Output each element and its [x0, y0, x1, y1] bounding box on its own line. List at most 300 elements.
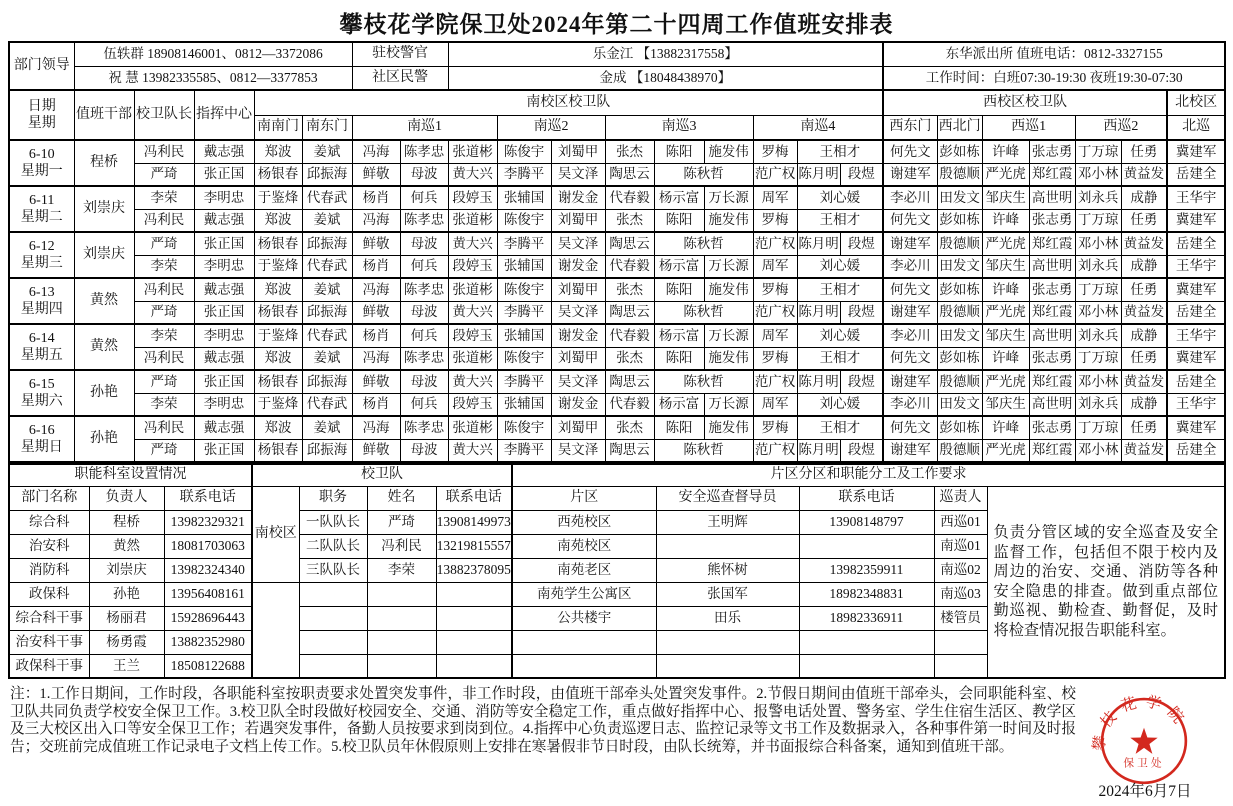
duty-name-cell: 刘心媛 — [797, 255, 883, 278]
duty-name-cell: 冀建军 — [1167, 209, 1225, 232]
duty-name-cell: 高世明 — [1029, 186, 1075, 209]
duty-name-cell: 吴文泽 — [551, 301, 605, 324]
duty-name-cell: 郑波 — [254, 278, 302, 301]
duty-name-cell: 谢建军 — [883, 439, 937, 462]
person-name-cell: 熊怀树 — [656, 558, 799, 582]
duty-name-cell: 黄大兴 — [448, 439, 497, 462]
duty-name-cell: 刘蜀甲 — [551, 347, 605, 370]
duty-name-cell: 邱振海 — [302, 370, 352, 393]
duty-name-cell: 于鉴烽 — [254, 393, 302, 416]
date-cell: 6-14 星期五 — [9, 324, 74, 370]
column-header: 联系电话 — [164, 486, 252, 510]
duty-name-cell: 李荣 — [134, 186, 194, 209]
person-name-cell: 冯利民 — [367, 534, 436, 558]
zone-name-cell: 西苑校区 — [512, 510, 656, 534]
zone-name-cell — [512, 630, 656, 654]
duty-name-cell: 张杰 — [605, 416, 654, 439]
duty-name-cell: 严光虎 — [982, 301, 1029, 324]
notes-text: 注：1.工作日期间，工作时段，各职能科室按职责要求处置突发事件，非工作时段，由值班干部牵头处置突发事件。2.节假日期间由值班干部牵头，会同职能科室、校卫队共同负责学校安全保卫工作。3.校卫队全时段做好校园安全、交通、消防等安全稳定工作，重点做好指挥中心、报警电话处置、警务室、学生住宿生活区、教学区及三大校区出入口等安全保卫工作；若遇突发事件，备勤人员按要求到岗到位。4.指挥中心负责巡逻日志、监控记录等文书工作及数据录入，各种事件第一时间及时报告；交班前完成值班工作记录电子文档上传工作。5.校卫队员年休假原则上安排在寒暑假非节日时段，由队长统筹，并书面报综合科备案，通知到值班干部。 — [10, 686, 1076, 755]
patroller-cell: 南巡03 — [934, 582, 987, 606]
column-header: 联系电话 — [436, 486, 512, 510]
duty-name-cell: 黄益发 — [1121, 232, 1167, 255]
person-name-cell — [367, 630, 436, 654]
duty-name-cell: 鲜敬 — [352, 439, 400, 462]
stamp-seal-graphic — [1088, 694, 1200, 790]
column-header-post: 北巡 — [1167, 115, 1225, 140]
campus-label-cell: 南校区 — [252, 486, 299, 582]
duty-name-cell: 黄益发 — [1121, 163, 1167, 186]
duty-name-cell: 陈俊宇 — [497, 278, 551, 301]
duty-name-cell: 刘蜀甲 — [551, 140, 605, 163]
duty-name-cell: 刘蜀甲 — [551, 278, 605, 301]
duty-name-cell: 李必川 — [883, 393, 937, 416]
duty-name-cell: 成静 — [1121, 255, 1167, 278]
duty-name-cell: 姜斌 — [302, 209, 352, 232]
person-name-cell: 王兰 — [89, 654, 164, 678]
duty-name-cell: 邓小林 — [1075, 370, 1121, 393]
dept-name-cell: 政保科 — [9, 582, 89, 606]
person-name-cell: 田乐 — [656, 606, 799, 630]
zone-name-cell: 南苑学生公寓区 — [512, 582, 656, 606]
duty-name-cell: 周军 — [753, 186, 797, 209]
duty-name-cell: 代春武 — [302, 324, 352, 347]
duty-name-cell: 李必川 — [883, 324, 937, 347]
duty-name-cell: 冯利民 — [134, 209, 194, 232]
person-name-cell — [367, 606, 436, 630]
duty-name-cell: 谢发金 — [551, 393, 605, 416]
group-header-west-campus: 西校区校卫队 — [883, 90, 1167, 115]
phone-cell: 18508122688 — [164, 654, 252, 678]
dept-leader-label: 部门领导 — [9, 42, 74, 90]
duty-name-cell: 吴文泽 — [551, 163, 605, 186]
column-header-guard-captain: 校卫队长 — [134, 90, 194, 140]
phone-cell: 13982324340 — [164, 558, 252, 582]
duty-name-cell: 刘永兵 — [1075, 186, 1121, 209]
duty-name-cell: 冯海 — [352, 347, 400, 370]
duty-name-cell: 代春毅 — [605, 324, 654, 347]
duty-name-cell: 陈秋哲 — [654, 301, 753, 324]
phone-cell — [799, 654, 934, 678]
patroller-cell: 南巡01 — [934, 534, 987, 558]
duty-name-cell: 段婷玉 — [448, 393, 497, 416]
duty-name-cell: 鲜敬 — [352, 370, 400, 393]
date-cell: 6-10 星期一 — [9, 140, 74, 186]
dept-name-cell: 消防科 — [9, 558, 89, 582]
duty-name-cell: 田发文 — [937, 255, 982, 278]
date-cell: 6-11 星期二 — [9, 186, 74, 232]
duty-name-cell: 何先文 — [883, 278, 937, 301]
duty-name-cell: 冯利民 — [134, 347, 194, 370]
duty-name-cell: 岳建全 — [1167, 439, 1225, 462]
duty-name-cell: 范广权 — [753, 301, 797, 324]
duty-name-cell: 姜斌 — [302, 347, 352, 370]
duty-name-cell: 高世明 — [1029, 324, 1075, 347]
duty-name-cell: 郑波 — [254, 416, 302, 439]
duty-name-cell: 冀建军 — [1167, 278, 1225, 301]
duty-name-cell: 戴志强 — [194, 416, 254, 439]
duty-name-cell: 岳建全 — [1167, 301, 1225, 324]
duty-name-cell: 施发伟 — [704, 416, 753, 439]
duty-roster-table — [8, 41, 1226, 463]
duty-name-cell: 李腾平 — [497, 301, 551, 324]
duty-name-cell: 何先文 — [883, 209, 937, 232]
duty-name-cell: 冯海 — [352, 140, 400, 163]
phone-cell: 13908149973 — [436, 510, 512, 534]
duty-name-cell: 邱振海 — [302, 163, 352, 186]
duty-name-cell: 冯海 — [352, 416, 400, 439]
duty-name-cell: 代春武 — [302, 393, 352, 416]
dept-name-cell: 政保科干事 — [9, 654, 89, 678]
duty-name-cell: 冯海 — [352, 278, 400, 301]
phone-cell: 13956408161 — [164, 582, 252, 606]
phone-cell — [799, 630, 934, 654]
duty-name-cell: 许峰 — [982, 416, 1029, 439]
column-header: 姓名 — [367, 486, 436, 510]
person-name-cell — [656, 654, 799, 678]
dept-name-cell: 综合科干事 — [9, 606, 89, 630]
duty-name-cell: 张正国 — [194, 301, 254, 324]
duty-name-cell: 代春毅 — [605, 255, 654, 278]
duty-name-cell: 杨肖 — [352, 324, 400, 347]
duty-name-cell: 陈阳 — [654, 140, 704, 163]
zone-name-cell: 南苑老区 — [512, 558, 656, 582]
duty-name-cell: 丁万琼 — [1075, 347, 1121, 370]
duty-name-cell: 段煜 — [840, 232, 883, 255]
duty-name-cell: 陈秋哲 — [654, 163, 753, 186]
duty-name-cell: 杨银春 — [254, 370, 302, 393]
duty-name-cell: 万长源 — [704, 255, 753, 278]
duty-name-cell: 邓小林 — [1075, 163, 1121, 186]
column-header: 安全巡查督导员 — [656, 486, 799, 510]
duty-name-cell: 张志勇 — [1029, 347, 1075, 370]
patroller-cell: 南巡02 — [934, 558, 987, 582]
duty-name-cell: 黄益发 — [1121, 439, 1167, 462]
duty-name-cell: 成静 — [1121, 393, 1167, 416]
column-header-command-center: 指挥中心 — [194, 90, 254, 140]
duty-name-cell: 罗梅 — [753, 347, 797, 370]
duty-name-cell: 李腾平 — [497, 439, 551, 462]
patroller-cell: 楼管员 — [934, 606, 987, 630]
duty-name-cell: 吴文泽 — [551, 232, 605, 255]
duty-name-cell: 黄大兴 — [448, 163, 497, 186]
duty-name-cell: 黄大兴 — [448, 232, 497, 255]
duty-name-cell: 冀建军 — [1167, 140, 1225, 163]
duty-name-cell: 张辅国 — [497, 393, 551, 416]
duty-name-cell: 杨示富 — [654, 186, 704, 209]
phone-cell — [799, 534, 934, 558]
column-header: 片区 — [512, 486, 656, 510]
duty-name-cell: 万长源 — [704, 393, 753, 416]
duty-officer-cell: 黄然 — [74, 324, 134, 370]
column-header: 巡责人 — [934, 486, 987, 510]
column-header: 负责人 — [89, 486, 164, 510]
duty-name-cell: 邹庆生 — [982, 255, 1029, 278]
duty-name-cell: 李腾平 — [497, 232, 551, 255]
duty-name-cell: 李荣 — [134, 255, 194, 278]
duty-name-cell: 张辅国 — [497, 186, 551, 209]
date-cell: 6-13 星期四 — [9, 278, 74, 324]
duty-name-cell: 黄益发 — [1121, 370, 1167, 393]
duty-name-cell: 王相才 — [797, 347, 883, 370]
duty-name-cell: 陈孝忠 — [400, 209, 448, 232]
duty-name-cell: 严琦 — [134, 439, 194, 462]
duty-name-cell: 陈俊宇 — [497, 347, 551, 370]
duty-name-cell: 范广权 — [753, 163, 797, 186]
phone-cell — [436, 654, 512, 678]
police-officer-contact: 乐金江 【13882317558】 — [448, 42, 883, 66]
duty-name-cell: 刘心媛 — [797, 324, 883, 347]
duty-name-cell: 陈孝忠 — [400, 416, 448, 439]
duty-name-cell: 陈秋哲 — [654, 232, 753, 255]
column-header-date-week: 日期 星期 — [9, 90, 74, 140]
community-police-contact: 金成 【18048438970】 — [448, 66, 883, 90]
duty-name-cell: 张正国 — [194, 439, 254, 462]
duty-name-cell: 冀建军 — [1167, 347, 1225, 370]
person-name-cell — [367, 582, 436, 606]
duty-name-cell: 岳建全 — [1167, 232, 1225, 255]
duty-name-cell: 郑红霞 — [1029, 232, 1075, 255]
duty-name-cell: 陈俊宇 — [497, 209, 551, 232]
zone-duty-description: 负责分管区域的安全巡查及安全监督工作，包括但不限于校内及周边的治安、交通、消防等各种安全隐患的排查。做到重点部位勤巡视、勤检查、勤督促，及时将检查情况报告职能科室。 — [987, 486, 1225, 678]
duty-name-cell: 鲜敬 — [352, 163, 400, 186]
guard-role-cell: 二队队长 — [299, 534, 367, 558]
phone-cell: 18081703063 — [164, 534, 252, 558]
duty-name-cell: 严光虎 — [982, 163, 1029, 186]
column-header-duty-officer: 值班干部 — [74, 90, 134, 140]
duty-name-cell: 于鉴烽 — [254, 186, 302, 209]
duty-name-cell: 郑红霞 — [1029, 301, 1075, 324]
duty-name-cell: 何先文 — [883, 140, 937, 163]
duty-name-cell: 施发伟 — [704, 209, 753, 232]
duty-officer-cell: 刘崇庆 — [74, 232, 134, 278]
duty-name-cell: 冯利民 — [134, 278, 194, 301]
guard-role-cell: 一队队长 — [299, 510, 367, 534]
zone-name-cell: 南苑校区 — [512, 534, 656, 558]
column-header-post: 西巡2 — [1075, 115, 1167, 140]
column-header: 部门名称 — [9, 486, 89, 510]
duty-name-cell: 周军 — [753, 255, 797, 278]
duty-name-cell: 母波 — [400, 163, 448, 186]
duty-name-cell: 冀建军 — [1167, 416, 1225, 439]
duty-name-cell: 王华宇 — [1167, 393, 1225, 416]
duty-name-cell: 张道彬 — [448, 140, 497, 163]
duty-name-cell: 杨银春 — [254, 439, 302, 462]
column-header-post: 南巡4 — [753, 115, 883, 140]
duty-name-cell: 姜斌 — [302, 278, 352, 301]
duty-name-cell: 施发伟 — [704, 347, 753, 370]
duty-name-cell: 张杰 — [605, 140, 654, 163]
duty-name-cell: 严琦 — [134, 163, 194, 186]
duty-name-cell: 吴文泽 — [551, 370, 605, 393]
phone-cell: 13882352980 — [164, 630, 252, 654]
duty-name-cell: 张道彬 — [448, 209, 497, 232]
duty-name-cell: 于鉴烽 — [254, 324, 302, 347]
duty-officer-cell: 孙艳 — [74, 370, 134, 416]
duty-name-cell: 张辅国 — [497, 255, 551, 278]
duty-name-cell: 许峰 — [982, 209, 1029, 232]
duty-name-cell: 陈阳 — [654, 209, 704, 232]
duty-name-cell: 王相才 — [797, 140, 883, 163]
duty-name-cell: 张杰 — [605, 209, 654, 232]
duty-name-cell: 丁万琼 — [1075, 278, 1121, 301]
phone-cell — [436, 582, 512, 606]
duty-name-cell: 杨肖 — [352, 255, 400, 278]
duty-name-cell: 陈月明 — [797, 232, 840, 255]
duty-name-cell: 黄大兴 — [448, 301, 497, 324]
section-title-zones: 片区分区和职能分工及工作要求 — [512, 464, 1225, 486]
duty-name-cell: 郑波 — [254, 209, 302, 232]
duty-name-cell: 杨银春 — [254, 232, 302, 255]
duty-name-cell: 陈月明 — [797, 301, 840, 324]
duty-name-cell: 何兵 — [400, 186, 448, 209]
phone-cell — [436, 606, 512, 630]
duty-name-cell: 陈秋哲 — [654, 439, 753, 462]
duty-officer-cell: 孙艳 — [74, 416, 134, 462]
zone-name-cell — [512, 654, 656, 678]
duty-name-cell: 张志勇 — [1029, 140, 1075, 163]
guard-role-cell — [299, 582, 367, 606]
duty-name-cell: 任勇 — [1121, 347, 1167, 370]
column-header-post: 南巡1 — [352, 115, 497, 140]
duty-name-cell: 陶思云 — [605, 370, 654, 393]
duty-name-cell: 田发文 — [937, 324, 982, 347]
duty-name-cell: 严光虎 — [982, 439, 1029, 462]
duty-name-cell: 何兵 — [400, 255, 448, 278]
guard-role-cell — [299, 654, 367, 678]
leader2-contact: 祝 慧 13982335585、0812—3377853 — [74, 66, 352, 90]
duty-name-cell: 冯海 — [352, 209, 400, 232]
duty-name-cell: 陈孝忠 — [400, 278, 448, 301]
dept-name-cell: 治安科 — [9, 534, 89, 558]
duty-name-cell: 段煜 — [840, 163, 883, 186]
duty-name-cell: 邱振海 — [302, 301, 352, 324]
duty-name-cell: 任勇 — [1121, 209, 1167, 232]
duty-name-cell: 邓小林 — [1075, 232, 1121, 255]
duty-name-cell: 陈阳 — [654, 416, 704, 439]
duty-name-cell: 张志勇 — [1029, 278, 1075, 301]
duty-name-cell: 杨银春 — [254, 301, 302, 324]
duty-name-cell: 张正国 — [194, 232, 254, 255]
date-cell: 6-16 星期日 — [9, 416, 74, 462]
duty-name-cell: 郑红霞 — [1029, 163, 1075, 186]
work-hours-info: 工作时间：白班07:30-19:30 夜班19:30-07:30 — [883, 66, 1225, 90]
duty-name-cell: 谢建军 — [883, 370, 937, 393]
duty-name-cell: 李必川 — [883, 186, 937, 209]
person-name-cell: 孙艳 — [89, 582, 164, 606]
duty-name-cell: 彭如栋 — [937, 209, 982, 232]
phone-cell: 13982329321 — [164, 510, 252, 534]
duty-name-cell: 张道彬 — [448, 416, 497, 439]
duty-name-cell: 段煜 — [840, 301, 883, 324]
duty-name-cell: 范广权 — [753, 370, 797, 393]
duty-name-cell: 田发文 — [937, 186, 982, 209]
duty-name-cell: 张正国 — [194, 370, 254, 393]
stamp-dept-text: 保卫处 — [1123, 757, 1165, 770]
duty-name-cell: 邓小林 — [1075, 301, 1121, 324]
duty-name-cell: 邹庆生 — [982, 324, 1029, 347]
duty-name-cell: 彭如栋 — [937, 347, 982, 370]
person-name-cell — [656, 534, 799, 558]
duty-name-cell: 罗梅 — [753, 416, 797, 439]
duty-name-cell: 陶思云 — [605, 301, 654, 324]
duty-name-cell: 张辅国 — [497, 324, 551, 347]
police-officer-label: 驻校警官 — [352, 42, 448, 66]
duty-name-cell: 戴志强 — [194, 347, 254, 370]
date-cell: 6-15 星期六 — [9, 370, 74, 416]
duty-name-cell: 张道彬 — [448, 278, 497, 301]
duty-name-cell: 吴文泽 — [551, 439, 605, 462]
duty-name-cell: 田发文 — [937, 393, 982, 416]
duty-name-cell: 李荣 — [134, 393, 194, 416]
duty-name-cell: 邱振海 — [302, 439, 352, 462]
duty-name-cell: 段婷玉 — [448, 255, 497, 278]
duty-name-cell: 彭如栋 — [937, 416, 982, 439]
duty-name-cell: 陈孝忠 — [400, 140, 448, 163]
duty-name-cell: 岳建全 — [1167, 163, 1225, 186]
duty-name-cell: 陈月明 — [797, 370, 840, 393]
station-info: 东华派出所 值班电话：0812-3327155 — [883, 42, 1225, 66]
phone-cell — [436, 630, 512, 654]
column-header-post: 西北门 — [937, 115, 982, 140]
guard-role-cell — [299, 606, 367, 630]
duty-name-cell: 王相才 — [797, 278, 883, 301]
duty-name-cell: 郑波 — [254, 347, 302, 370]
person-name-cell: 杨勇霞 — [89, 630, 164, 654]
phone-cell: 18982336911 — [799, 606, 934, 630]
guard-role-cell: 三队队长 — [299, 558, 367, 582]
person-name-cell: 张国军 — [656, 582, 799, 606]
duty-name-cell: 丁万琼 — [1075, 140, 1121, 163]
duty-name-cell: 罗梅 — [753, 209, 797, 232]
duty-name-cell: 王华宇 — [1167, 186, 1225, 209]
duty-name-cell: 张志勇 — [1029, 416, 1075, 439]
duty-name-cell: 范广权 — [753, 232, 797, 255]
patroller-cell: 西巡01 — [934, 510, 987, 534]
date-cell: 6-12 星期三 — [9, 232, 74, 278]
duty-name-cell: 严琦 — [134, 232, 194, 255]
duty-name-cell: 岳建全 — [1167, 370, 1225, 393]
duty-name-cell: 何兵 — [400, 324, 448, 347]
campus-label-cell-empty — [252, 582, 299, 678]
person-name-cell — [656, 630, 799, 654]
duty-name-cell: 施发伟 — [704, 140, 753, 163]
duty-name-cell: 杨示富 — [654, 255, 704, 278]
duty-name-cell: 冯利民 — [134, 140, 194, 163]
duty-name-cell: 陈孝忠 — [400, 347, 448, 370]
duty-name-cell: 杨示富 — [654, 324, 704, 347]
duty-name-cell: 刘蜀甲 — [551, 416, 605, 439]
person-name-cell: 黄然 — [89, 534, 164, 558]
duty-name-cell: 谢发金 — [551, 255, 605, 278]
person-name-cell — [367, 654, 436, 678]
duty-name-cell: 刘心媛 — [797, 186, 883, 209]
phone-cell: 13908148797 — [799, 510, 934, 534]
duty-name-cell: 李明忠 — [194, 255, 254, 278]
duty-name-cell: 刘永兵 — [1075, 393, 1121, 416]
duty-name-cell: 任勇 — [1121, 140, 1167, 163]
duty-officer-cell: 黄然 — [74, 278, 134, 324]
duty-name-cell: 罗梅 — [753, 140, 797, 163]
column-header-post: 南东门 — [302, 115, 352, 140]
person-name-cell: 李荣 — [367, 558, 436, 582]
duty-name-cell: 陈月明 — [797, 439, 840, 462]
duty-officer-cell: 刘崇庆 — [74, 186, 134, 232]
duty-name-cell: 张道彬 — [448, 347, 497, 370]
duty-name-cell: 张志勇 — [1029, 209, 1075, 232]
duty-name-cell: 陈俊宇 — [497, 140, 551, 163]
duty-name-cell: 李明忠 — [194, 393, 254, 416]
duty-name-cell: 段煜 — [840, 439, 883, 462]
